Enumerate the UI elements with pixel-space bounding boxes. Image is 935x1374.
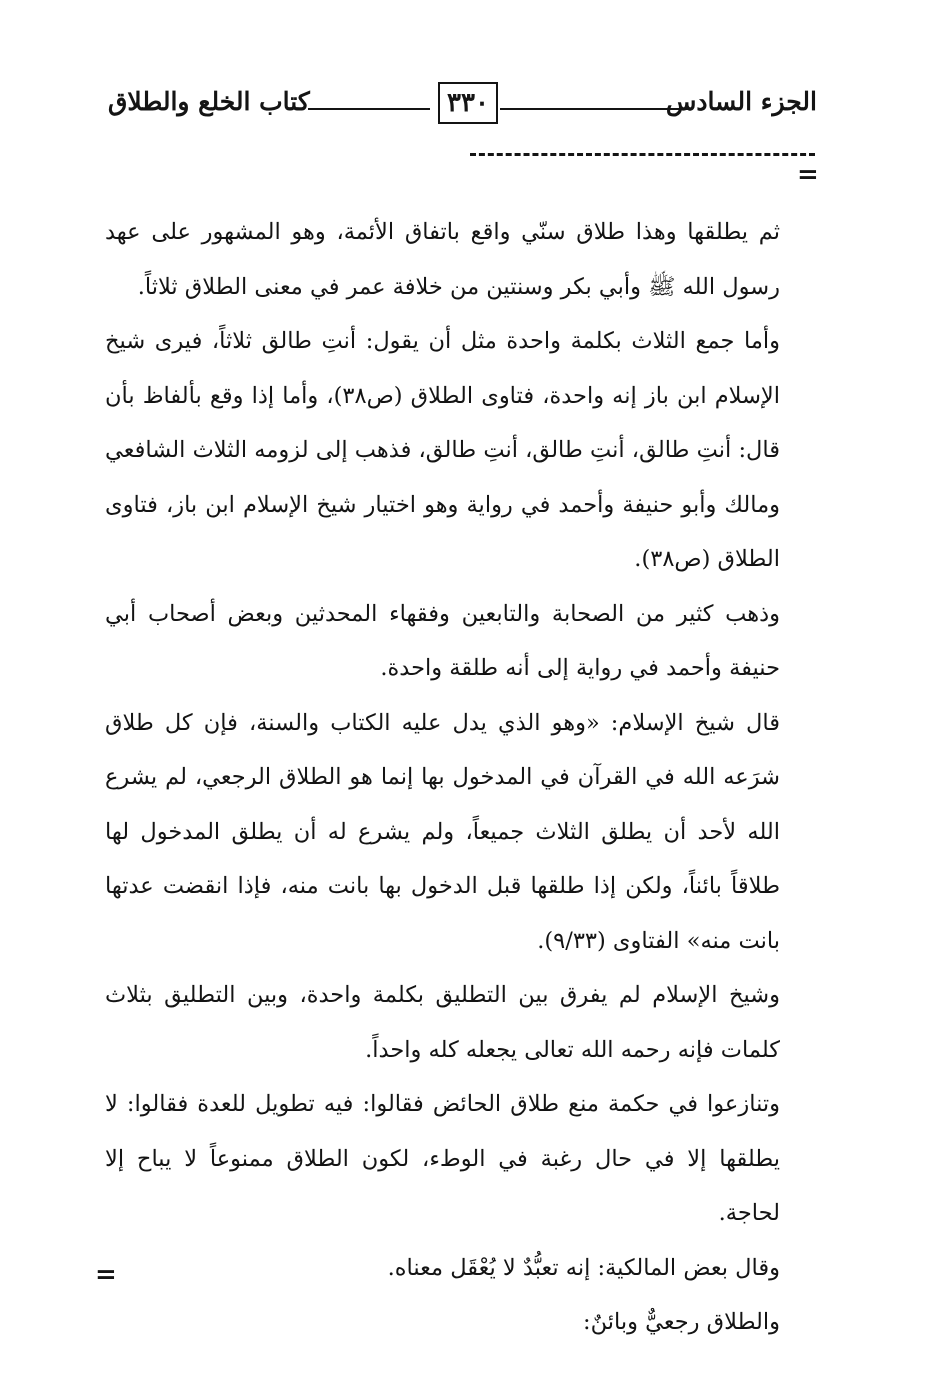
header-rule-left <box>308 108 430 110</box>
page-number: ٣٣٠ <box>438 82 498 124</box>
paragraph: ثم يطلقها وهذا طلاق سنّي واقع باتفاق الأئمة، وهو المشهور على عهد رسول الله ﷺ وأبي بكر وسنتين من خلافة عمر في معنى الطلاق ثلاثاً. <box>105 219 780 300</box>
paragraph: وأما جمع الثلاث بكلمة واحدة مثل أن يقول: أنتِ طالق ثلاثاً، فيرى شيخ الإسلام ابن باز إنه واحدة، فتاوى الطلاق (ص٣٨)، وأما إذا وقع بألفاظ بأن قال: أنتِ طالق، أنتِ طالق، أنتِ طالق، فذهب إلى لزومه الثلاث الشافعي ومالك وأبو حنيفة وأحمد في رواية وهو اختيار شيخ الإسلام ابن باز، فتاوى الطلاق (ص٣٨). <box>105 328 780 572</box>
paragraph: وذهب كثير من الصحابة والتابعين وفقهاء المحدثين وبعض أصحاب أبي حنيفة وأحمد في رواية إلى أنه طلقة واحدة. <box>105 600 780 681</box>
book-title: كتاب الخلع والطلاق <box>108 87 310 116</box>
paragraph: والطلاق رجعيٌّ وبائنٌ: <box>583 1309 780 1335</box>
top-equals-mark: = <box>797 160 819 190</box>
running-header <box>100 82 817 128</box>
body-text <box>105 205 780 1350</box>
paragraph: وقال بعض المالكية: إنه تعبُّدٌ لا يُعْقَل معناه. <box>387 1254 780 1281</box>
paragraph: وشيخ الإسلام لم يفرق بين التطليق بكلمة واحدة، وبين التطليق بثلاث كلمات فإنه رحمه الله تعالى يجعله كله واحداً. <box>105 982 780 1063</box>
paragraph: قال شيخ الإسلام: «وهو الذي يدل عليه الكتاب والسنة، فإن كل طلاق شرَعه الله في القرآن في المدخول بها إنما هو الطلاق الرجعي، لم يشرع الله لأحد أن يطلق الثلاث جميعاً، ولم يشرع له أن يطلق المدخول لها طلاقاً بائناً، ولكن إذا طلقها قبل الدخول بها بانت منه، فإذا انقضت عدتها بانت منه» الفتاوى (٩/٣٣). <box>105 709 780 954</box>
header-rule-right <box>500 108 688 110</box>
volume-label: الجزء السادس <box>665 87 817 116</box>
header-dashed-divider <box>470 153 815 156</box>
bottom-equals-mark: = <box>95 1260 117 1290</box>
paragraph: وتنازعوا في حكمة منع طلاق الحائض فقالوا: فيه تطويل للعدة فقالوا: لا يطلقها إلا في حال رغبة في الوطء، لكون الطلاق ممنوعاً لا يباح إلا لحاجة. <box>105 1091 780 1226</box>
